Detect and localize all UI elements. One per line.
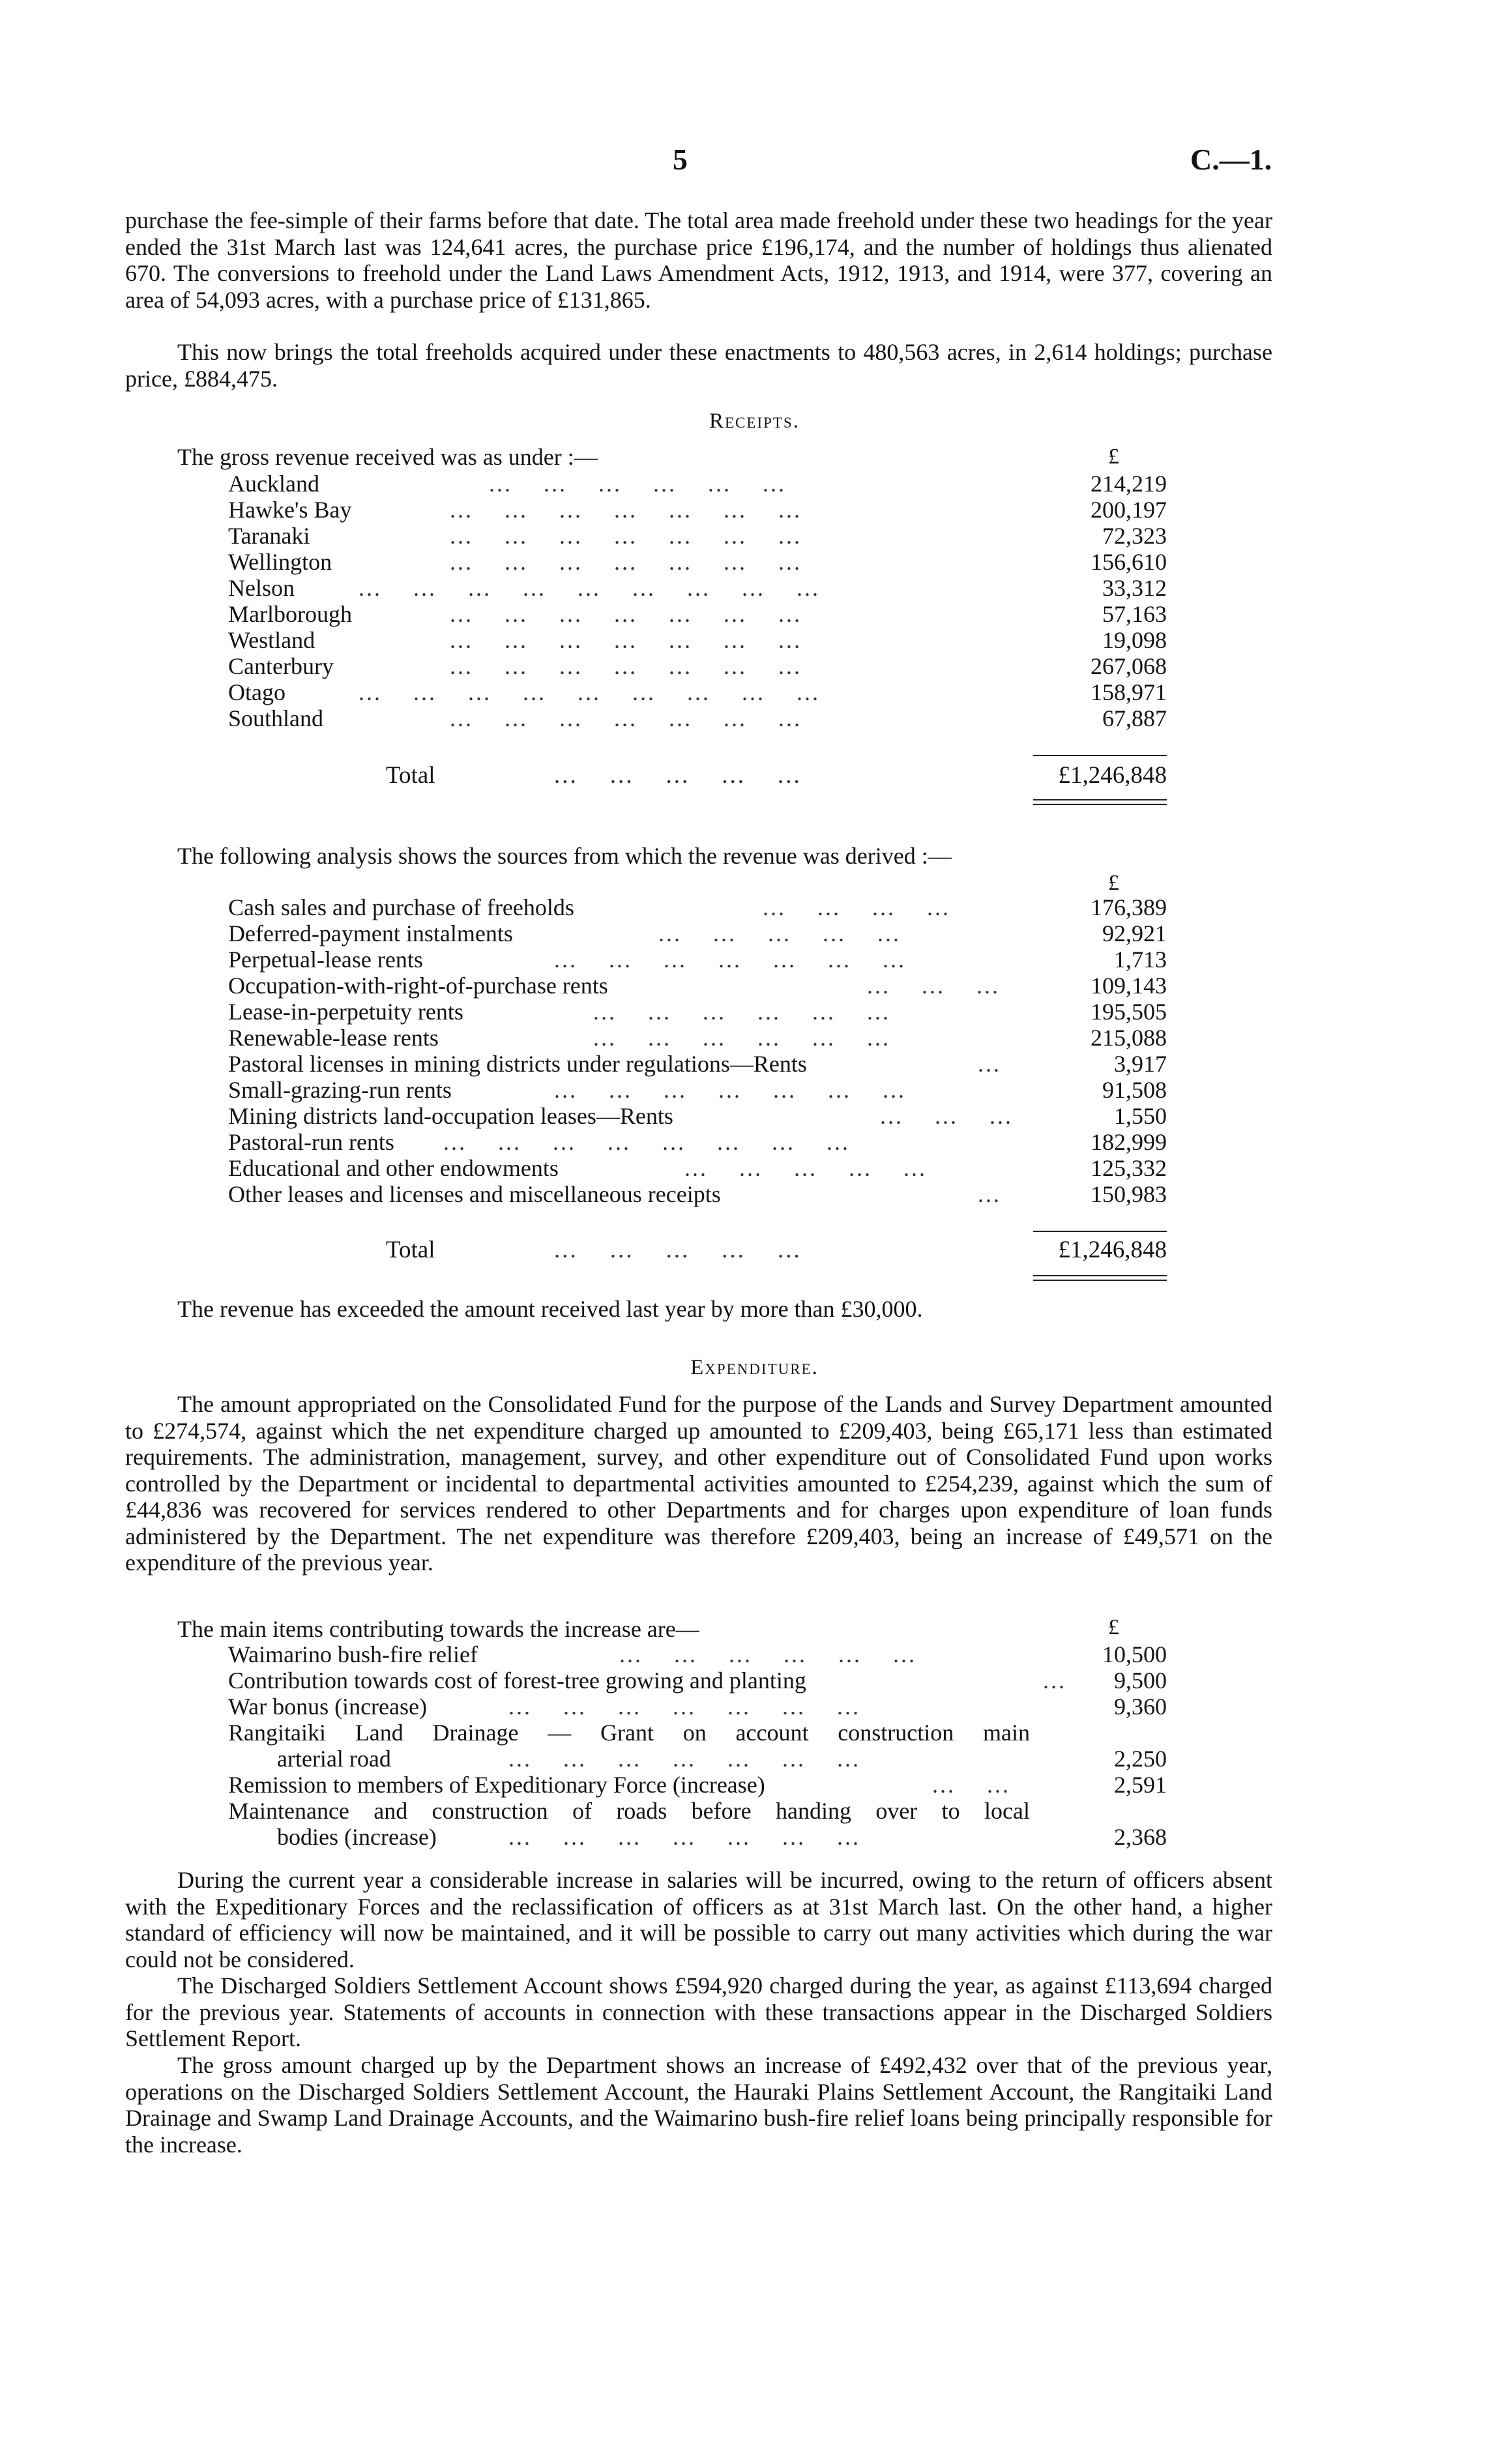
list-item: Rangitaiki Land Drainage — Grant on account construction main arterial road ... ... ... ... ... ... ... 2,250 bbox=[228, 1720, 1167, 1772]
items-lead: The main items contributing towards the increase are— bbox=[177, 1616, 699, 1642]
district-label: Auckland bbox=[228, 471, 319, 497]
total-value: £1,246,848 bbox=[1058, 762, 1167, 789]
district-value: 19,098 bbox=[1102, 627, 1167, 653]
item-value: 2,368 bbox=[1114, 1824, 1167, 1850]
source-value: 125,332 bbox=[1091, 1155, 1167, 1181]
district-label: Southland bbox=[228, 705, 324, 731]
source-value: 3,917 bbox=[1114, 1051, 1167, 1077]
table-row: Small-grazing-run rents ... ... ... ... ... ... ... 91,508 bbox=[228, 1077, 1167, 1103]
table-row: Pastoral licenses in mining districts under regulations—Rents ... 3,917 bbox=[228, 1051, 1167, 1077]
analysis-lead: The following analysis shows the sources from which the revenue was derived :— bbox=[177, 843, 952, 869]
district-value: 267,068 bbox=[1091, 653, 1167, 679]
source-value: 195,505 bbox=[1091, 999, 1167, 1025]
source-label: Pastoral licenses in mining districts under regulations—Rents bbox=[228, 1051, 807, 1077]
source-label: Small-grazing-run rents bbox=[228, 1077, 452, 1103]
expenditure-paragraph-1: The amount appropriated on the Consolidated Fund for the purpose of the Lands and Survey Department amounted to £274,574, against which the net expenditure charged up amounted to £209,403, being £65,171 less than estimated requirements. The administration, management, survey, and other expenditure out of Consolidated Fund upon works controlled by the Department or incidental to departmental activities amounted to £254,239, against which the sum of £44,836 was recovered for services rendered to other Departments and for charges upon expenditure of loan funds administered by the Department. The net expenditure was therefore £209,403, being an increase of £49,571 on the expenditure of the previous year. bbox=[125, 1391, 1272, 1576]
source-label: Lease-in-perpetuity rents bbox=[228, 999, 463, 1025]
item-label: Rangitaiki Land Drainage — Grant on account construction main bbox=[228, 1720, 1030, 1746]
document-reference: C.—1. bbox=[1190, 143, 1272, 176]
total-value: £1,246,848 bbox=[1058, 1237, 1167, 1263]
district-label: Westland bbox=[228, 627, 315, 653]
source-label: Deferred-payment instalments bbox=[228, 920, 513, 946]
receipts-unit: £ bbox=[1108, 445, 1119, 469]
total-double-rule bbox=[1033, 1275, 1167, 1281]
revenue-note: The revenue has exceeded the amount received last year by more than £30,000. bbox=[177, 1296, 923, 1322]
items-unit: £ bbox=[1108, 1615, 1119, 1639]
source-value: 92,921 bbox=[1102, 920, 1167, 946]
list-item: War bonus (increase) ... ... ... ... ... ... ... 9,360 bbox=[228, 1694, 1167, 1720]
district-label: Hawke's Bay bbox=[228, 497, 352, 523]
expenditure-paragraph-2: During the current year a considerable increase in salaries will be incurred, owing to the return of officers absent with the Expeditionary Forces and the reclassification of officers as at 31st March last. On the other hand, a higher standard of efficiency will now be maintained, and it will be possible to carry out many activities which during the war could not be considered. bbox=[125, 1867, 1272, 1973]
table-row: Educational and other endowments ... ... ... ... ... 125,332 bbox=[228, 1155, 1167, 1181]
district-label: Otago bbox=[228, 679, 286, 705]
expenditure-paragraph-4: The gross amount charged up by the Department shows an increase of £492,432 over that of the previous year, operations on the Discharged Soldiers Settlement Account, the Hauraki Plains Settlement Account, the Rangitaiki Land Drainage and Swamp Land Drainage Accounts, and the Waimarino bush-fire relief loans being principally responsible for the increase. bbox=[125, 2052, 1272, 2158]
district-value: 200,197 bbox=[1091, 497, 1167, 523]
district-value: 158,971 bbox=[1091, 679, 1167, 705]
item-label-continued: bodies (increase) bbox=[277, 1824, 437, 1850]
item-label: Remission to members of Expeditionary Force (increase) bbox=[228, 1772, 765, 1798]
expenditure-heading: Expenditure. bbox=[690, 1356, 819, 1379]
source-value: 182,999 bbox=[1091, 1129, 1167, 1155]
table-row: Pastoral-run rents ... ... ... ... ... ... ... ... 182,999 bbox=[228, 1129, 1167, 1155]
intro-paragraph-2: This now brings the total freeholds acquired under these enactments to 480,563 acres, in 2,614 holdings; purchase price, £884,475. bbox=[125, 339, 1272, 392]
total-label: Total bbox=[386, 762, 435, 789]
source-value: 150,983 bbox=[1091, 1181, 1167, 1207]
table-row: Auckland ... ... ... ... ... ... 214,219 bbox=[228, 471, 1167, 497]
table-row: Southland ... ... ... ... ... ... ... 67,887 bbox=[228, 705, 1167, 731]
expenditure-paragraph-3: The Discharged Soldiers Settlement Account shows £594,920 charged during the year, as against £113,694 charged for the previous year. Statements of accounts in connection with these transactions appear in the Discharged Soldiers Settlement Report. bbox=[125, 1973, 1272, 2051]
district-label: Canterbury bbox=[228, 653, 334, 679]
receipts-lead: The gross revenue received was as under :— bbox=[177, 444, 598, 470]
district-value: 214,219 bbox=[1091, 471, 1167, 497]
source-value: 1,713 bbox=[1114, 946, 1167, 973]
source-value: 176,389 bbox=[1091, 894, 1167, 920]
district-label: Nelson bbox=[228, 575, 295, 601]
receipts-total-row: Total ... ... ... ... ... £1,246,848 bbox=[386, 762, 1167, 789]
source-label: Perpetual-lease rents bbox=[228, 946, 423, 973]
item-value: 9,500 bbox=[1114, 1667, 1167, 1694]
table-row: Taranaki ... ... ... ... ... ... ... 72,323 bbox=[228, 523, 1167, 549]
item-label: Contribution towards cost of forest-tree growing and planting bbox=[228, 1667, 806, 1694]
analysis-total-row: Total ... ... ... ... ... £1,246,848 bbox=[386, 1237, 1167, 1263]
item-value: 9,360 bbox=[1114, 1694, 1167, 1720]
item-label: Maintenance and construction of roads before handing over to local bbox=[228, 1798, 1030, 1824]
table-row: Wellington ... ... ... ... ... ... ... 156,610 bbox=[228, 549, 1167, 575]
item-label: War bonus (increase) bbox=[228, 1694, 427, 1720]
source-label: Educational and other endowments bbox=[228, 1155, 559, 1181]
table-row: Renewable-lease rents ... ... ... ... ... ... 215,088 bbox=[228, 1025, 1167, 1051]
table-row: Other leases and licenses and miscellaneous receipts ... 150,983 bbox=[228, 1181, 1167, 1207]
analysis-unit: £ bbox=[1108, 871, 1119, 895]
table-row: Occupation-with-right-of-purchase rents ... ... ... 109,143 bbox=[228, 973, 1167, 999]
item-value: 2,591 bbox=[1114, 1772, 1167, 1798]
district-label: Taranaki bbox=[228, 523, 310, 549]
item-value: 10,500 bbox=[1102, 1641, 1167, 1667]
table-row: Mining districts land-occupation leases—Rents ... ... ... 1,550 bbox=[228, 1103, 1167, 1129]
intro-paragraph-1: purchase the fee-simple of their farms before that date. The total area made freehold under these two headings for the year ended the 31st March last was 124,641 acres, the purchase price £196,174, and the number of holdings thus alienated 670. The conversions to freehold under the Land Laws Amendment Acts, 1912, 1913, and 1914, were 377, covering an area of 54,093 acres, with a purchase price of £131,865. bbox=[125, 207, 1272, 313]
source-label: Cash sales and purchase of freeholds bbox=[228, 894, 574, 920]
table-row: Perpetual-lease rents ... ... ... ... ... ... ... 1,713 bbox=[228, 946, 1167, 973]
total-double-rule bbox=[1033, 799, 1167, 805]
district-value: 57,163 bbox=[1102, 601, 1167, 627]
list-item: Contribution towards cost of forest-tree growing and planting ... 9,500 bbox=[228, 1667, 1167, 1694]
source-value: 215,088 bbox=[1091, 1025, 1167, 1051]
subtotal-rule bbox=[1033, 755, 1167, 756]
district-label: Wellington bbox=[228, 549, 332, 575]
district-value: 33,312 bbox=[1102, 575, 1167, 601]
table-row: Westland ... ... ... ... ... ... ... 19,098 bbox=[228, 627, 1167, 653]
source-label: Occupation-with-right-of-purchase rents bbox=[228, 973, 608, 999]
source-label: Renewable-lease rents bbox=[228, 1025, 439, 1051]
total-label: Total bbox=[386, 1237, 435, 1263]
table-row: Lease-in-perpetuity rents ... ... ... ... ... ... 195,505 bbox=[228, 999, 1167, 1025]
table-row: Deferred-payment instalments ... ... ... ... ... 92,921 bbox=[228, 920, 1167, 946]
source-value: 91,508 bbox=[1102, 1077, 1167, 1103]
table-row: Canterbury ... ... ... ... ... ... ... 267,068 bbox=[228, 653, 1167, 679]
page-number: 5 bbox=[673, 143, 688, 176]
district-value: 72,323 bbox=[1102, 523, 1167, 549]
source-value: 109,143 bbox=[1091, 973, 1167, 999]
source-label: Other leases and licenses and miscellaneous receipts bbox=[228, 1181, 721, 1207]
source-value: 1,550 bbox=[1114, 1103, 1167, 1129]
table-row: Otago ... ... ... ... ... ... ... ... ... 158,971 bbox=[228, 679, 1167, 705]
table-row: Hawke's Bay ... ... ... ... ... ... ... 200,197 bbox=[228, 497, 1167, 523]
receipts-heading: Receipts. bbox=[709, 409, 800, 433]
district-value: 156,610 bbox=[1091, 549, 1167, 575]
item-label-continued: arterial road bbox=[277, 1746, 391, 1772]
table-row: Marlborough ... ... ... ... ... ... ... 57,163 bbox=[228, 601, 1167, 627]
table-row: Cash sales and purchase of freeholds ... ... ... ... 176,389 bbox=[228, 894, 1167, 920]
item-value: 2,250 bbox=[1114, 1746, 1167, 1772]
list-item: Waimarino bush-fire relief ... ... ... ... ... ... 10,500 bbox=[228, 1641, 1167, 1667]
district-value: 67,887 bbox=[1102, 705, 1167, 731]
list-item: Maintenance and construction of roads before handing over to local bodies (increase) ... ... ... ... ... ... ... 2,368 bbox=[228, 1798, 1167, 1850]
source-label: Pastoral-run rents bbox=[228, 1129, 394, 1155]
district-label: Marlborough bbox=[228, 601, 352, 627]
item-label: Waimarino bush-fire relief bbox=[228, 1641, 478, 1667]
subtotal-rule bbox=[1033, 1231, 1167, 1232]
list-item: Remission to members of Expeditionary Force (increase) ... ... 2,591 bbox=[228, 1772, 1167, 1798]
table-row: Nelson ... ... ... ... ... ... ... ... ... 33,312 bbox=[228, 575, 1167, 601]
source-label: Mining districts land-occupation leases—Rents bbox=[228, 1103, 673, 1129]
